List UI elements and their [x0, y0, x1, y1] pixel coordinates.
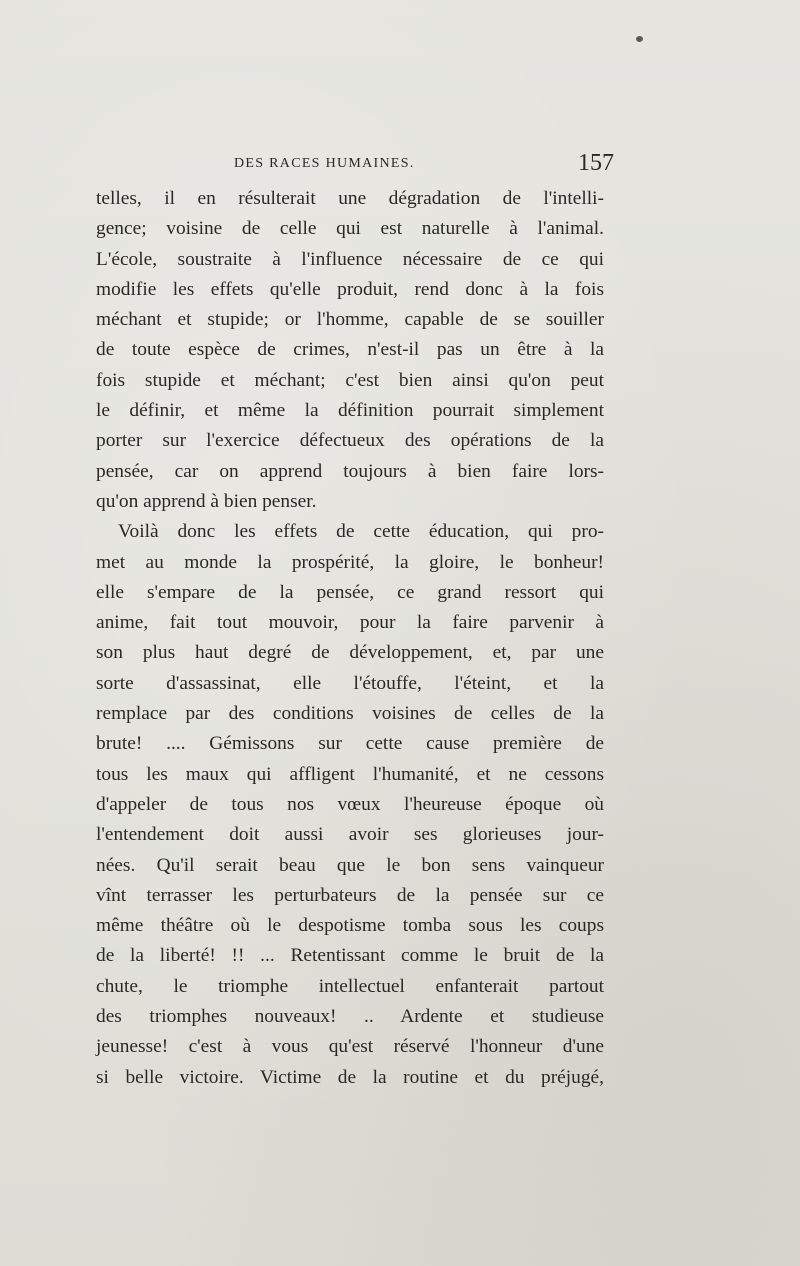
text-line: elle s'empare de la pensée, ce grand ressort qui: [96, 581, 604, 603]
page-number: 157: [578, 150, 614, 176]
text-line: gence; voisine de celle qui est naturelle à l'animal.: [96, 218, 604, 240]
text-line: tous les maux qui affligent l'humanité, et ne cessons: [96, 763, 604, 785]
text-line: vînt terrasser les perturbateurs de la pensée sur ce: [96, 884, 604, 906]
text-line: chute, le triomphe intellectuel enfanterait partout: [96, 975, 604, 997]
text-line: pensée, car on apprend toujours à bien faire lors-: [96, 460, 604, 482]
text-line: d'appeler de tous nos vœux l'heureuse époque où: [96, 793, 604, 815]
body-text: [96, 184, 604, 1093]
text-line: porter sur l'exercice défectueux des opérations de la: [96, 430, 604, 452]
text-line: jeunesse! c'est à vous qu'est réservé l'honneur d'une: [96, 1036, 604, 1058]
running-title: DES RACES HUMAINES.: [234, 156, 415, 171]
text-line: telles, il en résulterait une dégradation de l'intelli-: [96, 188, 604, 209]
text-line: son plus haut degré de développement, et, par une: [96, 642, 604, 664]
text-line: L'école, soustraite à l'influence nécessaire de ce qui: [96, 248, 604, 270]
text-line: même théâtre où le despotisme tomba sous les coups: [96, 915, 604, 937]
text-line: l'entendement doit aussi avoir ses glorieuses jour-: [96, 824, 604, 846]
text-line: modifie les effets qu'elle produit, rend donc à la fois: [96, 278, 604, 300]
ink-speck: [636, 36, 643, 42]
text-line: le définir, et même la définition pourrait simplement: [96, 400, 604, 422]
text-line: qu'on apprend à bien penser.: [96, 490, 317, 512]
text-line: met au monde la prospérité, la gloire, le bonheur!: [96, 551, 604, 573]
text-line: des triomphes nouveaux! .. Ardente et studieuse: [96, 1006, 604, 1028]
text-line: si belle victoire. Victime de la routine et du préjugé,: [96, 1066, 604, 1088]
text-line: nées. Qu'il serait beau que le bon sens vainqueur: [96, 854, 604, 876]
text-line: méchant et stupide; or l'homme, capable de se souiller: [96, 309, 604, 331]
text-line: brute! .... Gémissons sur cette cause première de: [96, 733, 604, 755]
running-head: [96, 150, 614, 182]
text-line: de toute espèce de crimes, n'est-il pas un être à la: [96, 339, 604, 361]
text-line: sorte d'assassinat, elle l'étouffe, l'éteint, et la: [96, 672, 604, 694]
text-line: fois stupide et méchant; c'est bien ainsi qu'on peut: [96, 369, 604, 391]
text-line: anime, fait tout mouvoir, pour la faire parvenir à: [96, 612, 604, 634]
text-line: de la liberté! !! ... Retentissant comme le bruit de la: [96, 945, 604, 967]
text-line: remplace par des conditions voisines de celles de la: [96, 703, 604, 725]
text-line: Voilà donc les effets de cette éducation, qui pro-: [118, 521, 604, 543]
